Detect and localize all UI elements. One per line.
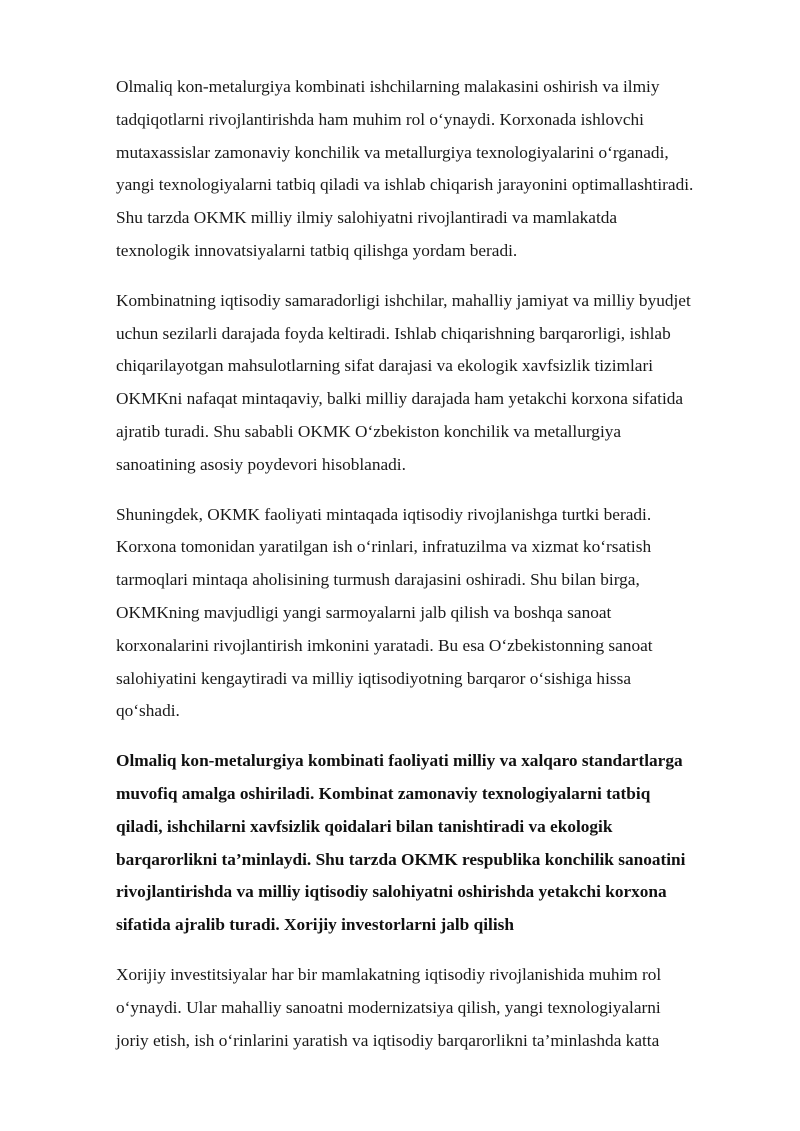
text-line: Korxona tomonidan yaratilgan ish o‘rinlari, infratuzilma va xizmat ko‘rsatish: [116, 537, 652, 557]
text-line: rivojlantirishda va milliy iqtisodiy salohiyatni oshirishda yetakchi korxona: [116, 882, 667, 902]
text-line: sifatida ajralib turadi. Xorijiy investorlarni jalb qilish: [116, 915, 514, 935]
text-line: OKMKni nafaqat mintaqaviy, balki milliy darajada ham yetakchi korxona sifatida: [116, 389, 684, 409]
text-line: Kombinatning iqtisodiy samaradorligi ishchilar, mahalliy jamiyat va milliy byudjet: [116, 290, 691, 310]
text-line: ajratib turadi. Shu sababli OKMK O‘zbekiston konchilik va metallurgiya: [116, 421, 622, 441]
paragraph-5: [116, 959, 746, 1057]
text-line: korxonalarini rivojlantirish imkonini yaratadi. Bu esa O‘zbekistonning sanoat: [116, 635, 653, 655]
paragraph-2: [116, 285, 746, 482]
text-line: Olmaliq kon-metalurgiya kombinati ishchilarning malakasini oshirish va ilmiy: [116, 77, 660, 96]
text-line: salohiyatini kengaytiradi va milliy iqtisodiyotning barqaror o‘sishiga hissa: [116, 668, 631, 688]
text-line: Olmaliq kon-metalurgiya kombinati faoliyati milliy va xalqaro standartlarga: [116, 751, 683, 771]
text-line: Shu tarzda OKMK milliy ilmiy salohiyatni rivojlantiradi va mamlakatda: [116, 208, 618, 228]
paragraph-4-bold: [116, 745, 746, 942]
paragraph-3: [116, 499, 746, 729]
text-line: Shuningdek, OKMK faoliyati mintaqada iqtisodiy rivojlanishga turtki beradi.: [116, 504, 652, 524]
text-line: qiladi, ishchilarni xavfsizlik qoidalari bilan tanishtiradi va ekologik: [116, 816, 613, 836]
paragraph-1: [116, 71, 746, 268]
text-line: muvofiq amalga oshiriladi. Kombinat zamonaviy texnologiyalarni tatbiq: [116, 783, 651, 803]
text-line: mutaxassislar zamonaviy konchilik va metallurgiya texnologiyalarini o‘rganadi,: [116, 142, 669, 162]
text-line: chiqarilayotgan mahsulotlarning sifat darajasi va ekologik xavfsizlik tizimlari: [116, 356, 654, 376]
document-page: [116, 71, 746, 1074]
text-line: OKMKning mavjudligi yangi sarmoyalarni jalb qilish va boshqa sanoat: [116, 602, 612, 622]
text-line: tadqiqotlarni rivojlantirishda ham muhim rol o‘ynaydi. Korxonada ishlovchi: [116, 109, 644, 129]
text-line: tarmoqlari mintaqa aholisining turmush darajasini oshiradi. Shu bilan birga,: [116, 570, 640, 590]
text-line: yangi texnologiyalarni tatbiq qiladi va ishlab chiqarish jarayonini optimallashtiradi.: [116, 175, 694, 195]
text-line: texnologik innovatsiyalarni tatbiq qilishga yordam beradi.: [116, 240, 518, 260]
text-line: Xorijiy investitsiyalar har bir mamlakatning iqtisodiy rivojlanishida muhim rol: [116, 964, 662, 984]
text-line: uchun sezilarli darajada foyda keltiradi. Ishlab chiqarishning barqarorligi, ishlab: [116, 323, 671, 343]
text-line: barqarorlikni ta’minlaydi. Shu tarzda OKMK respublika konchilik sanoatini: [116, 849, 686, 869]
text-line: sanoatining asosiy poydevori hisoblanadi.: [116, 454, 406, 474]
text-line: qo‘shadi.: [116, 701, 180, 721]
text-line: joriy etish, ish o‘rinlarini yaratish va iqtisodiy barqarorlikni ta’minlashda katta: [116, 1030, 660, 1050]
text-line: o‘ynaydi. Ular mahalliy sanoatni modernizatsiya qilish, yangi texnologiyalarni: [116, 997, 661, 1017]
